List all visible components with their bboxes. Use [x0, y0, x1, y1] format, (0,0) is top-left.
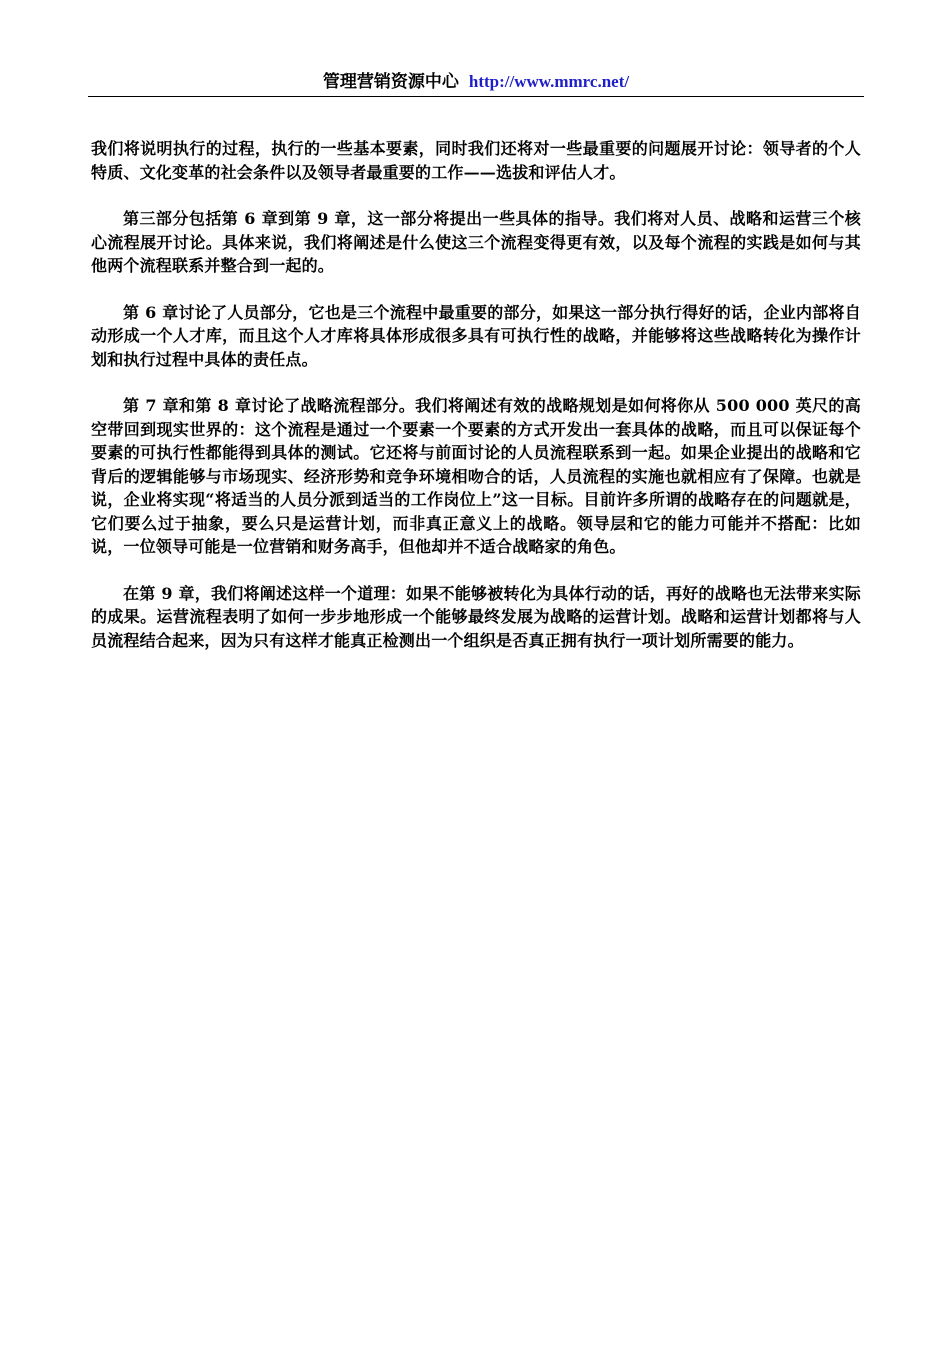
- paragraph-chapter-9: 在第 9 章，我们将阐述这样一个道理：如果不能够被转化为具体行动的话，再好的战略也无法带来实际的成果。运营流程表明了如何一步步地形成一个能够最终发展为战略的运营计划。战略和运营计划都将与人员流程结合起来，因为只有这样才能真正检测出一个组织是否真正拥有执行一项计划所需要的能力。: [91, 583, 861, 650]
- document-body: [91, 137, 861, 675]
- page-header: [88, 70, 864, 97]
- paragraph-intro-continuation: 我们将说明执行的过程，执行的一些基本要素，同时我们还将对一些最重要的问题展开讨论：领导者的个人特质、文化变革的社会条件以及领导者最重要的工作——选拔和评估人才。: [91, 139, 861, 182]
- paragraph-part-three: 第三部分包括第 6 章到第 9 章，这一部分将提出一些具体的指导。我们将对人员、战略和运营三个核心流程展开讨论。具体来说，我们将阐述是什么使这三个流程变得更有效，以及每个流程的实践是如何与其他两个流程联系并整合到一起的。: [91, 209, 861, 275]
- header-url-link[interactable]: http://www.mmrc.net/: [468, 72, 630, 91]
- header-org-name: 管理营销资源中心: [322, 72, 459, 91]
- paragraph-chapter-6: 第 6 章讨论了人员部分，它也是三个流程中最重要的部分，如果这一部分执行得好的话，企业内部将自动形成一个人才库，而且这个人才库将具体形成很多具有可执行性的战略，并能够将这些战略转化为操作计划和执行过程中具体的责任点。: [91, 302, 861, 369]
- paragraph-chapter-7-8: 第 7 章和第 8 章讨论了战略流程部分。我们将阐述有效的战略规划是如何将你从 500 000 英尺的高空带回到现实世界的：这个流程是通过一个要素一个要素的方式开发出一套具体的战略，而且可以保证每个要素的可执行性都能得到具体的测试。它还将与前面讨论的人员流程联系到一起。如果企业提出的战略和它背后的逻辑能够与市场现实、经济形势和竞争环境相吻合的话，人员流程的实施也就相应有了保障。也就是说，企业将实现“将适当的人员分派到适当的工作岗位上”这一目标。目前许多所谓的战略存在的问题就是，它们要么过于抽象，要么只是运营计划，而非真正意义上的战略。领导层和它的能力可能并不搭配：比如说，一位领导可能是一位营销和财务高手，但他却并不适合战略家的角色。: [91, 396, 861, 556]
